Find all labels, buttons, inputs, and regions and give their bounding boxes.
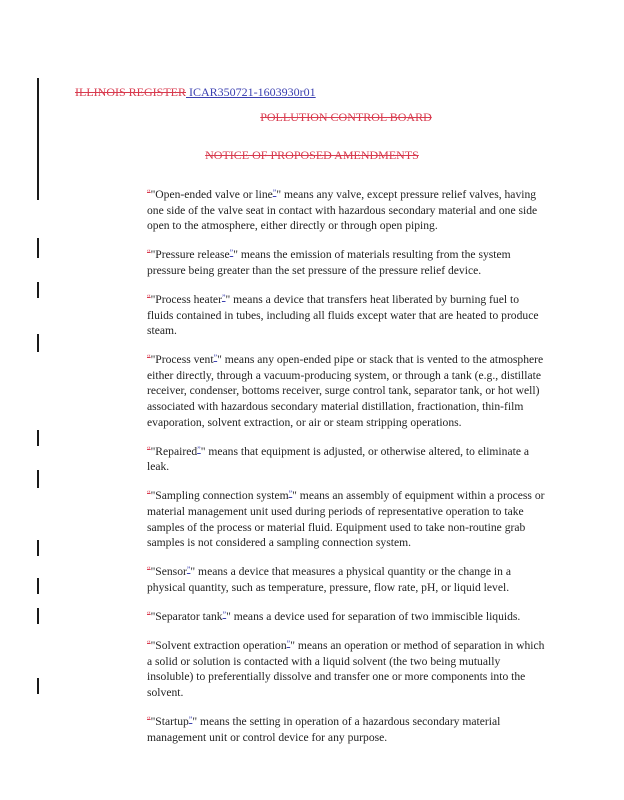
change-bar xyxy=(37,678,39,694)
board-title: POLLUTION CONTROL BOARD xyxy=(260,110,432,124)
notice-title: NOTICE OF PROPOSED AMENDMENTS xyxy=(205,148,419,162)
change-bar xyxy=(37,578,39,594)
register-header xyxy=(75,85,316,100)
definition-paragraph: “"Startup”" means the setting in operation of a hazardous secondary material management unit or control device for any purpose. xyxy=(147,714,501,744)
change-bar xyxy=(37,78,39,200)
definition-paragraph: “"Pressure release”" means the emission of materials resulting from the system pressure being greater than the set pressure of the pressure relief device. xyxy=(147,248,511,277)
definition-paragraph: “"Repaired”" means that equipment is adjusted, or otherwise altered, to eliminate a leak. xyxy=(147,444,530,474)
change-bar xyxy=(37,608,39,624)
definition-paragraph: “"Solvent extraction operation”" means an operation or method of separation in which a solid or solution is contacted with a liquid solvent (the two being mutually insoluble) to preferentially dissolve and transfer one or more components into the solvent. xyxy=(147,639,545,699)
change-bar xyxy=(37,334,39,352)
change-bar xyxy=(37,282,39,298)
definition-paragraph: “"Separator tank”" means a device used for separation of two immiscible liquids. xyxy=(147,609,521,623)
definitions-list xyxy=(147,185,547,757)
deleted-register-label: ILLINOIS REGISTER xyxy=(75,85,186,99)
change-bar xyxy=(37,430,39,446)
change-bar xyxy=(37,540,39,556)
inserted-register-id: ICAR350721-1603930r01 xyxy=(186,85,316,99)
definition-paragraph: “"Sampling connection system”" means an assembly of equipment within a process or material management unit used during periods of representative operation to take samples of the process or material fluid. Equipment used to take non-routine grab samples is not considered a sampling connection system. xyxy=(147,489,545,550)
definition-paragraph: “"Sensor”" means a device that measures a physical quantity or the change in a physical quantity, such as temperature, pressure, flow rate, pH, or liquid level. xyxy=(147,565,511,594)
definition-paragraph: “"Process heater”" means a device that transfers heat liberated by burning fuel to fluids contained in tubes, including all fluids except water that are heated to produce steam. xyxy=(147,292,539,338)
definition-paragraph: “"Process vent”" means any open-ended pipe or stack that is vented to the atmosphere either directly, through a vacuum-producing system, or through a tank (e.g., distillate receiver, condenser, bottoms receiver, surge control tank, separator tank, or hot well) associated with hazardous secondary material distillation, fractionation, thin-film evaporation, solvent extraction, or air or steam stripping operations. xyxy=(147,353,544,429)
change-bar xyxy=(37,470,39,488)
definition-paragraph: “"Open-ended valve or line”" means any valve, except pressure relief valves, having one side of the valve seat in contact with hazardous secondary material and one side open to the atmosphere, either directly or through open piping. xyxy=(147,188,538,233)
change-bar xyxy=(37,238,39,258)
